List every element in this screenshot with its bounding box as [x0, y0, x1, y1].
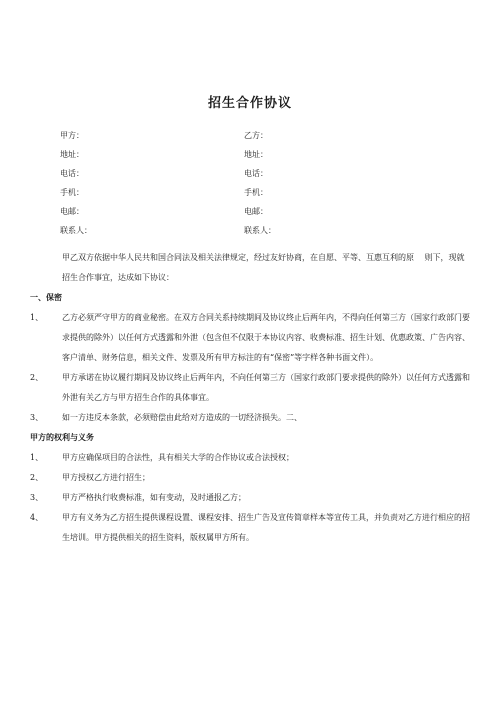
list-item	[30, 488, 470, 508]
party-a-address: 地址：	[60, 150, 84, 159]
party-a-email: 电邮：	[60, 207, 84, 216]
document-title: 招生合作协议	[207, 96, 292, 111]
list-item	[30, 308, 470, 368]
item-number: 3、	[30, 493, 44, 502]
section-heading-confidentiality: 一、保密	[30, 293, 62, 302]
item-text: 甲方授权乙方进行招生；	[62, 473, 150, 482]
party-a-contact: 联系人：	[60, 226, 92, 235]
party-b-phone: 电话：	[244, 169, 268, 178]
item-number: 1、	[30, 313, 44, 322]
agreement-body	[30, 248, 470, 548]
party-row-contact	[60, 221, 460, 240]
party-info-block	[60, 126, 460, 240]
party-a-field: 甲方：	[60, 131, 84, 140]
item-text: 乙方必须严守甲方的商业秘密。在双方合同关系持续期间及协议终止后两年内，不得向任何第三方（国家行政部门要求提供的除外）以任何方式透露和外泄（包含但不仅限于本协议内容、收费标准、招生计划、优惠政策、广告内容、客户清单、财务信息，相关文件、发票及所有甲方标注的有“保密”等字样各种书面文件）。	[62, 313, 470, 362]
item-number: 1、	[30, 453, 44, 462]
party-row-phone	[60, 164, 460, 183]
item-number: 2、	[30, 473, 44, 482]
party-b-address: 地址：	[244, 150, 268, 159]
item-text: 如一方违反本条款，必须赔偿由此给对方造成的一切经济损失。二、	[62, 413, 302, 422]
item-text: 甲方有义务为乙方招生提供课程设置、课程安排、招生广告及宣传简章样本等宣传工具，并负责对乙方进行相应的招生培训。甲方提供相关的招生资料，版权属甲方所有。	[62, 513, 470, 542]
item-text: 甲方应确保项目的合法性，具有相关大学的合作协议或合法授权；	[62, 453, 294, 462]
party-row-address	[60, 145, 460, 164]
party-a-mobile: 手机：	[60, 188, 84, 197]
intro-paragraph: 甲乙双方依据中华人民共和国合同法及相关法律规定，经过友好协商，在自愿、平等、互惠互利的原 则下，现就招生合作事宜，达成如下协议：	[62, 253, 465, 282]
list-item	[30, 468, 470, 488]
party-row-name	[60, 126, 460, 145]
party-b-contact: 联系人：	[244, 226, 276, 235]
party-b-email: 电邮：	[244, 207, 268, 216]
section-heading-party-a-rights: 甲方的权利与义务	[30, 433, 94, 442]
party-b-mobile: 手机：	[244, 188, 268, 197]
list-item	[30, 508, 470, 548]
list-item	[30, 368, 470, 408]
item-text: 甲方承诺在协议履行期间及协议终止后两年内，不向任何第三方（国家行政部门要求提供的除外）以任何方式透露和外泄有关乙方与甲方招生合作的具体事宜。	[62, 373, 470, 402]
party-a-phone: 电话：	[60, 169, 84, 178]
item-text: 甲方严格执行收费标准，如有变动，及时通报乙方；	[62, 493, 246, 502]
party-row-email	[60, 202, 460, 221]
item-number: 4、	[30, 513, 44, 522]
party-row-mobile	[60, 183, 460, 202]
list-item	[30, 448, 470, 468]
item-number: 3、	[30, 413, 44, 422]
item-number: 2、	[30, 373, 44, 382]
party-b-field: 乙方：	[244, 131, 268, 140]
list-item	[30, 408, 470, 428]
